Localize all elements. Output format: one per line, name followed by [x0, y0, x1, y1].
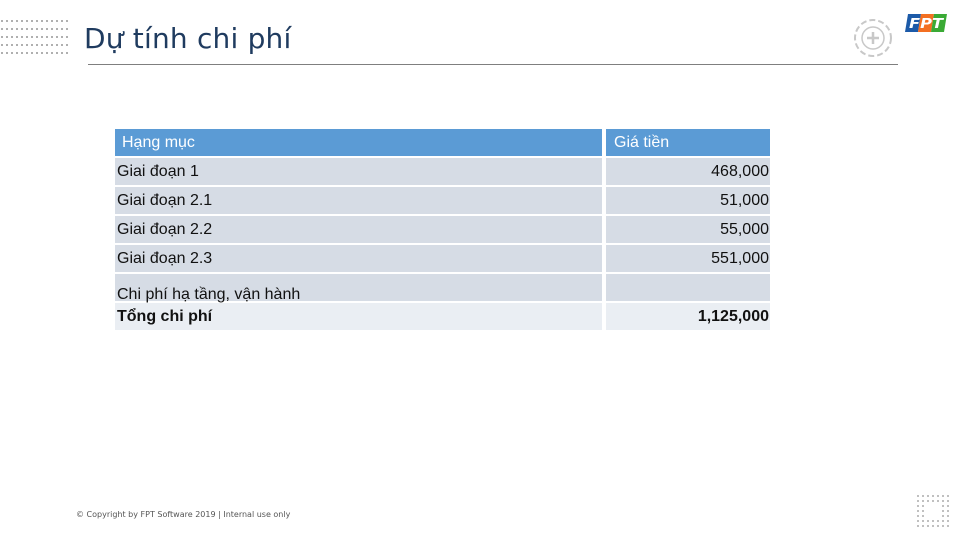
- copyright-footer: © Copyright by FPT Software 2019 | Internal use only: [76, 510, 291, 519]
- row-price: [606, 274, 770, 301]
- dot-grid-decoration-icon: [0, 18, 72, 56]
- logo-letter-f: FPT: [909, 17, 945, 32]
- row-item: Giai đoạn 2.3: [115, 245, 602, 272]
- header-item: Hạng mục: [115, 129, 602, 156]
- total-row: [115, 303, 770, 330]
- row-item: Giai đoạn 2.2: [115, 216, 602, 243]
- total-price: 1,125,000: [606, 303, 770, 330]
- table-row: [115, 216, 770, 243]
- row-price: 551,000: [606, 245, 770, 272]
- row-item: Giai đoạn 2.1: [115, 187, 602, 214]
- table-row: [115, 274, 770, 301]
- fpt-logo: [905, 12, 949, 34]
- row-item: Chi phí hạ tầng, vận hành: [117, 285, 301, 303]
- header-price: Giá tiền: [606, 129, 770, 156]
- row-price: 51,000: [606, 187, 770, 214]
- row-price: 55,000: [606, 216, 770, 243]
- slide-title: Dự tính chi phí: [84, 22, 292, 55]
- total-label: Tổng chi phí: [115, 303, 602, 330]
- gear-plus-icon: [850, 15, 896, 61]
- dot-grid-decoration-icon: [916, 494, 954, 532]
- cost-table: [115, 127, 770, 332]
- title-divider: [88, 64, 898, 65]
- table-row: [115, 245, 770, 272]
- table-row: [115, 187, 770, 214]
- table-row: [115, 158, 770, 185]
- table-header-row: [115, 129, 770, 156]
- row-item: Giai đoạn 1: [115, 158, 602, 185]
- row-price: 468,000: [606, 158, 770, 185]
